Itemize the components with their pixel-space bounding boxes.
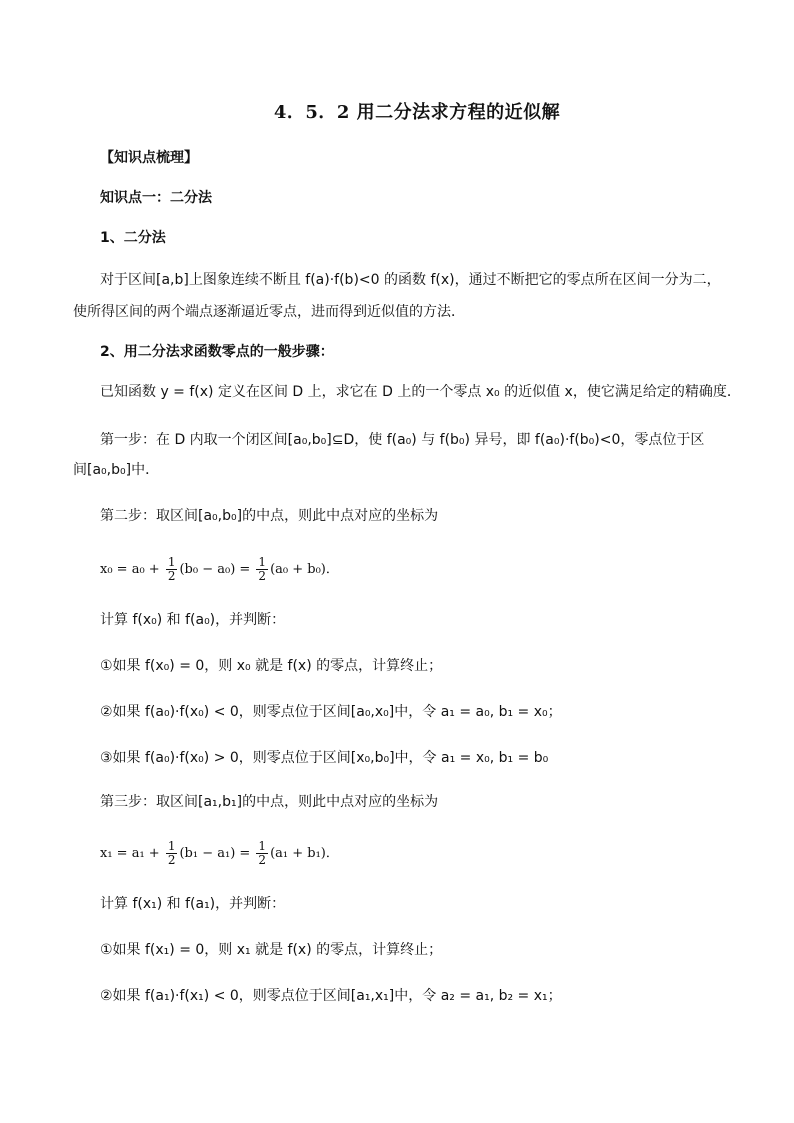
step3-case-1: ①如果 f(x₁) = 0，则 x₁ 就是 f(x) 的零点，计算终止；: [100, 942, 443, 958]
fraction-half: [256, 840, 268, 867]
intro-line: 已知函数 y = f(x) 定义在区间 D 上，求它在 D 上的一个零点 x₀ 的近似值 x，使它满足给定的精确度．: [100, 384, 741, 400]
step3-formula-lhs: x₁ = a₁ +: [100, 846, 164, 861]
step2-formula-rhs: (a₀ + b₀)．: [270, 562, 339, 577]
step3-formula-mid: (b₁ − a₁) =: [179, 846, 255, 861]
step2-formula-mid: (b₀ − a₀) =: [179, 562, 255, 577]
page-title: 4．5．2 用二分法求方程的近似解: [273, 102, 561, 123]
step3-calc: 计算 f(x₁) 和 f(a₁)，并判断：: [100, 896, 286, 912]
step1-line-1: 第一步：在 D 内取一个闭区间[a₀,b₀]⊆D，使 f(a₀) 与 f(b₀) 异号，即 f(a₀)·f(b₀)<0，零点位于区: [100, 432, 705, 448]
step2-calc: 计算 f(x₀) 和 f(a₀)，并判断：: [100, 612, 286, 628]
subsection-heading-steps: 2、用二分法求函数零点的一般步骤：: [100, 344, 334, 360]
step2-line: 第二步：取区间[a₀,b₀]的中点，则此中点对应的坐标为: [100, 508, 439, 524]
step2-case-1: ①如果 f(x₀) = 0，则 x₀ 就是 f(x) 的零点，计算终止；: [100, 658, 443, 674]
step3-formula: [100, 840, 339, 867]
definition-line-2: 使所得区间的两个端点逐渐逼近零点，进而得到近似值的方法．: [73, 304, 465, 320]
section-heading: 【知识点梳理】: [100, 150, 198, 166]
step2-case-2: ②如果 f(a₀)·f(x₀) < 0，则零点位于区间[a₀,x₀]中，令 a₁ = a₀, b₁ = x₀；: [100, 704, 562, 720]
step3-case-2: ②如果 f(a₁)·f(x₁) < 0，则零点位于区间[a₁,x₁]中，令 a₂ = a₁, b₂ = x₁；: [100, 988, 562, 1004]
fraction-half: [166, 840, 178, 867]
subsection-heading-bisection: 1、二分法: [100, 230, 166, 246]
knowledge-point-heading: 知识点一：二分法: [100, 190, 212, 206]
fraction-denominator: 2: [258, 853, 267, 867]
fraction-denominator: 2: [258, 569, 267, 583]
definition-line-1: 对于区间[a,b]上图象连续不断且 f(a)·f(b)<0 的函数 f(x)，通过不断把它的零点所在区间一分为二，: [100, 272, 721, 288]
fraction-half: [256, 556, 268, 583]
fraction-denominator: 2: [167, 853, 176, 867]
fraction-numerator: 1: [167, 839, 176, 853]
fraction-half: [166, 556, 178, 583]
step2-formula-lhs: x₀ = a₀ +: [100, 562, 164, 577]
fraction-numerator: 1: [258, 839, 267, 853]
fraction-numerator: 1: [258, 555, 267, 569]
fraction-numerator: 1: [167, 555, 176, 569]
step1-line-2: 间[a₀,b₀]中．: [73, 462, 160, 478]
step2-case-3: ③如果 f(a₀)·f(x₀) > 0，则零点位于区间[x₀,b₀]中，令 a₁ = x₀, b₁ = b₀: [100, 750, 549, 766]
step2-formula: [100, 556, 339, 583]
step3-line: 第三步：取区间[a₁,b₁]的中点，则此中点对应的坐标为: [100, 794, 439, 810]
fraction-denominator: 2: [167, 569, 176, 583]
step3-formula-rhs: (a₁ + b₁)．: [270, 846, 339, 861]
